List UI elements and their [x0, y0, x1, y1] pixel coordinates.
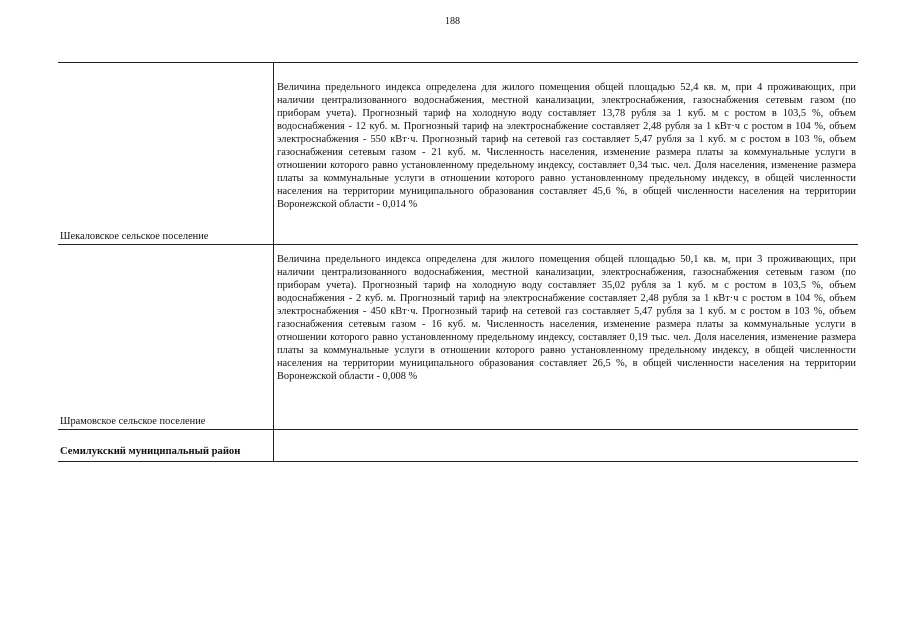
table-row: [58, 63, 858, 245]
district-name: Семилукский муниципальный район: [60, 446, 241, 457]
page-number: 188: [445, 16, 460, 27]
settlement-name-cell: [58, 245, 274, 429]
settlement-description: Величина предельного индекса определена для жилого помещения общей площадью 50,1 кв. м, при 3 проживающих, при наличии централизованного водоснабжения, местной канализации, электроснабжения, газоснабжения сетевым газом (по приборам учета). Прогнозный тариф на холодную воду составляет 35,02 рубля за 1 куб. м с ростом в 103,5 %, объем водоснабжения - 2 куб. м. Прогнозный тариф на электроснабжение составляет 2,48 рубля за 1 кВт·ч с ростом в 104 %, объем электроснабжения - 450 кВт·ч. Прогнозный тариф на сетевой газ составляет 5,47 рубля за 1 куб. м с ростом в 103 %, объем газоснабжения сетевым газом - 16 куб. м. Численность населения, изменение размера платы за коммунальные услуги в отношении которого равно установленному предельному индексу, составляет 0,19 тыс. чел. Доля населения, изменение размера платы за коммунальные услуги в отношении которого равно установленному предельному индексу, в общей численности населения на территории муниципального образования составляет 26,5 %, в общей численности населения на территории Воронежской области - 0,008 %: [277, 254, 856, 382]
district-name-cell: [58, 430, 274, 461]
table-row: [58, 430, 858, 462]
settlement-description: Величина предельного индекса определена для жилого помещения общей площадью 52,4 кв. м, при 4 проживающих, при наличии централизованного водоснабжения, местной канализации, электроснабжения, газоснабжения сетевым газом (по приборам учета). Прогнозный тариф на холодную воду составляет 13,78 рубля за 1 куб. м с ростом в 103,5 %, объем водоснабжения - 12 куб. м. Прогнозный тариф на электроснабжение составляет 2,48 рубля за 1 кВт·ч с ростом в 104 %, объем электроснабжения - 550 кВт·ч. Прогнозный тариф на сетевой газ составляет 5,47 рубля за 1 куб. м с ростом в 103 %, объем газоснабжения сетевым газом - 21 куб. м. Численность населения, изменение размера платы за коммунальные услуги в отношении которого равно установленному предельному индексу, составляет 0,34 тыс. чел. Доля населения, изменение размера платы за коммунальные услуги в отношении которого равно установленному предельному индексу, в общей численности населения на территории муниципального образования составляет 45,6 %, в общей численности населения на территории Воронежской области - 0,014 %: [277, 82, 856, 210]
index-table: [58, 62, 858, 462]
settlement-name-cell: [58, 63, 274, 244]
table-row: [58, 245, 858, 430]
settlement-name: Шекаловское сельское поселение: [60, 231, 209, 242]
district-description: [274, 430, 858, 461]
settlement-name: Шрамовское сельское поселение: [60, 416, 206, 427]
